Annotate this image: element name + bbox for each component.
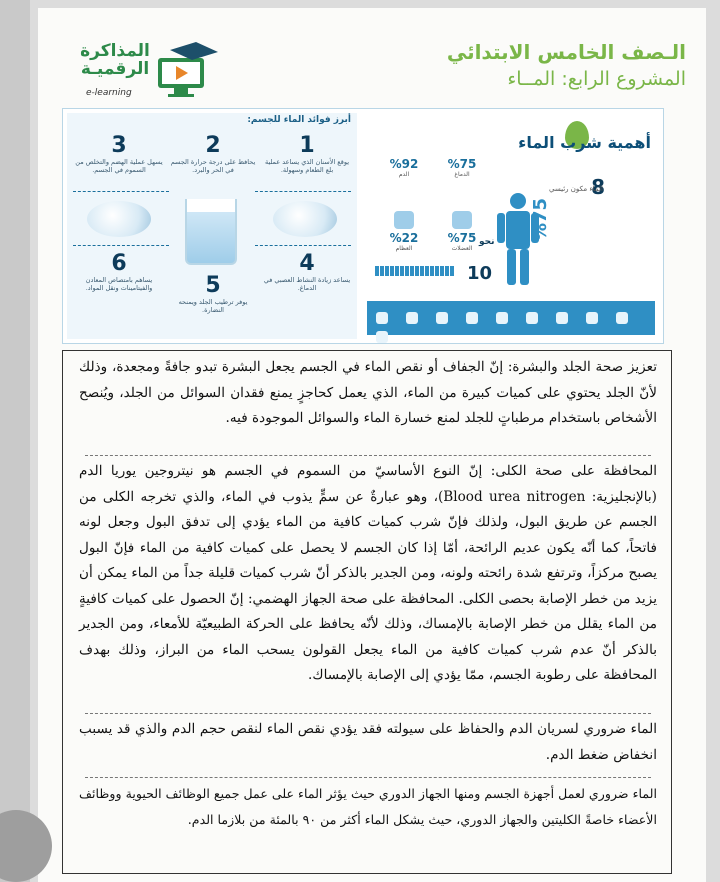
nahw-label: نحو [479, 237, 495, 247]
stat-blood [379, 157, 429, 178]
article-text-box [62, 350, 672, 874]
benefit-number: 5 [205, 273, 221, 298]
benefit-number: 1 [299, 133, 315, 158]
stat-value: %92 [389, 157, 419, 171]
grade-title: الـصف الخامس الابتدائي [446, 40, 686, 64]
benefit-text: يوفر ترطيب الجلد ويمنحه النضارة. [178, 298, 248, 314]
benefit-1 [263, 133, 351, 174]
icons-stripe [367, 301, 655, 335]
water-glass-image [185, 199, 237, 265]
stat-label: العظام [395, 245, 413, 252]
benefit-text: يساهم بامتصاص المعادن والفيتامينات ونقل المواد. [85, 276, 153, 292]
divider [73, 245, 169, 246]
stat-value: %22 [389, 231, 419, 245]
muscle-icon [452, 211, 472, 229]
bone-icon [394, 211, 414, 229]
logo-subtitle: e-learning [86, 88, 132, 98]
big-number-8: 8 [591, 175, 605, 199]
benefit-text: يساعد زيادة النشاط العصبي في الدماغ. [263, 276, 351, 292]
benefit-2 [169, 133, 257, 174]
benefit-3 [75, 133, 163, 174]
big-percent-75: %75 [530, 197, 552, 242]
benefit-text: يوقع الأسنان الذي يساعد عملية بلع الطعام وسهولة. [264, 158, 350, 174]
benefits-panel [67, 113, 357, 339]
divider [255, 191, 351, 192]
benefit-6 [75, 251, 163, 292]
logo-line1: المذاكرة [80, 41, 150, 61]
infographic [62, 108, 664, 344]
benefit-4 [263, 251, 351, 292]
benefit-number: 3 [111, 133, 127, 158]
stat-label: الدم [398, 171, 410, 178]
importance-title: أهمية شرب الماء [518, 133, 651, 152]
stat-label: الدماغ [454, 171, 470, 178]
logo-name [80, 42, 150, 78]
stat-value: %75 [447, 231, 477, 245]
water-bowl-image [87, 201, 151, 237]
benefits-heading: أبرز فوائد الماء للجسم: [247, 115, 351, 125]
water-importance-panel [363, 113, 659, 339]
paragraph-blood-flow: الماء ضروري لسريان الدم والحفاظ على سيولته فقد يؤدي نقص الماء لنقص حجم الدم والذي قد يسبب انخفاض ضغط الدم. [79, 721, 657, 763]
divider [73, 191, 169, 192]
benefit-5 [169, 273, 257, 314]
separator [85, 713, 651, 714]
stat-brain [437, 157, 487, 178]
organ-icons [367, 301, 655, 347]
stat-bones [379, 211, 429, 252]
paragraph-kidneys-digestion: المحافظة على صحة الكلى: إنّ النوع الأساسيّ من السموم في الجسم هو نيتروجين يوريا الدم (بالإنجليزية: Blood urea nitrogen)، وهو عبارةٌ عن سمٍّ يذوب في الماء، والذي تخرجه الكلى من الجسم عن طريق البول، ولذلك فإنّ شرب كميات كافية من الماء يؤدي إلى تدفق البول وجعل لونه فاتحاً، كما أنّه يكون عديم الرائحة، أمّا إذا كان الجسم لا يحصل على كميات كافية من الماء فإنّ البول يصبح مركزاً، وترتفع شدة رائحته ولونه، ومن الجدير بالذكر أنّ شرب كميات قليلة جداً من الماء يمكن أن يزيد من خطر الإصابة بحصى الكلى. المحافظة على صحة الجهاز الهضمي: إنّ الحصول على كميات كافيةٍ من الماء يقلل من خطر الإصابة بالإمساك، وذلك لأنّه يحافظ على الحركة الطبيعيّة للأمعاء، ومن الجدير بالذكر أنّ عدم شرب كميات كافية من الماء يجعل القولون يسحب الماء من البراز، وذلك بهدف المحافظة على رطوبة الجسم، ممّا يؤدي إلى الإصابة بالإمساك. [79, 463, 657, 683]
progress-bars [375, 261, 455, 280]
separator [85, 777, 651, 778]
body-label: الماء مكون رئيسي [549, 185, 603, 193]
water-bowl-image [273, 201, 337, 237]
paragraph-skin: تعزيز صحة الجلد والبشرة: إنّ الجفاف أو نقص الماء في الجسم يجعل البشرة تبدو جافةً ومجعدة، وذلك لأنّ الجلد يحتوي على كميات كبيرة من الماء، الذي يعمل كحاجزٍ يمنع فقدان السوائل من الجلد، ويُنصح الأشخاص باستخدام مرطباتٍ للجلد لمنع خسارة الماء والسوائل الموجودة فيه. [79, 359, 657, 426]
benefit-text: يسهل عملية الهضم والتخلص من السموم في الجسم. [75, 158, 163, 174]
stat-value: %75 [447, 157, 477, 171]
separator [85, 455, 651, 456]
benefit-number: 2 [205, 133, 221, 158]
benefit-text: يحافظ على درجة حرارة الجسم في الحر والبرد. [170, 158, 256, 174]
divider [255, 245, 351, 246]
benefit-number: 4 [299, 251, 315, 276]
logo-line2: الرقميـة [80, 59, 150, 79]
big-number-10: 10 [467, 263, 493, 284]
paragraph-circulatory: الماء ضروري لعمل أجهزة الجسم ومنها الجهاز الدوري حيث يؤثر الماء على عمل جميع الوظائف الحيوية ووظائف الأعضاء خاصةً الكليتين والجهاز الدوري، حيث يشكل الماء أكثر من ٩٠ بالمئة من بلازما الدم. [79, 786, 657, 827]
benefit-number: 6 [111, 251, 127, 276]
stat-label: العضلات [451, 245, 473, 252]
project-title: المشروع الرابع: المــاء [507, 68, 686, 90]
